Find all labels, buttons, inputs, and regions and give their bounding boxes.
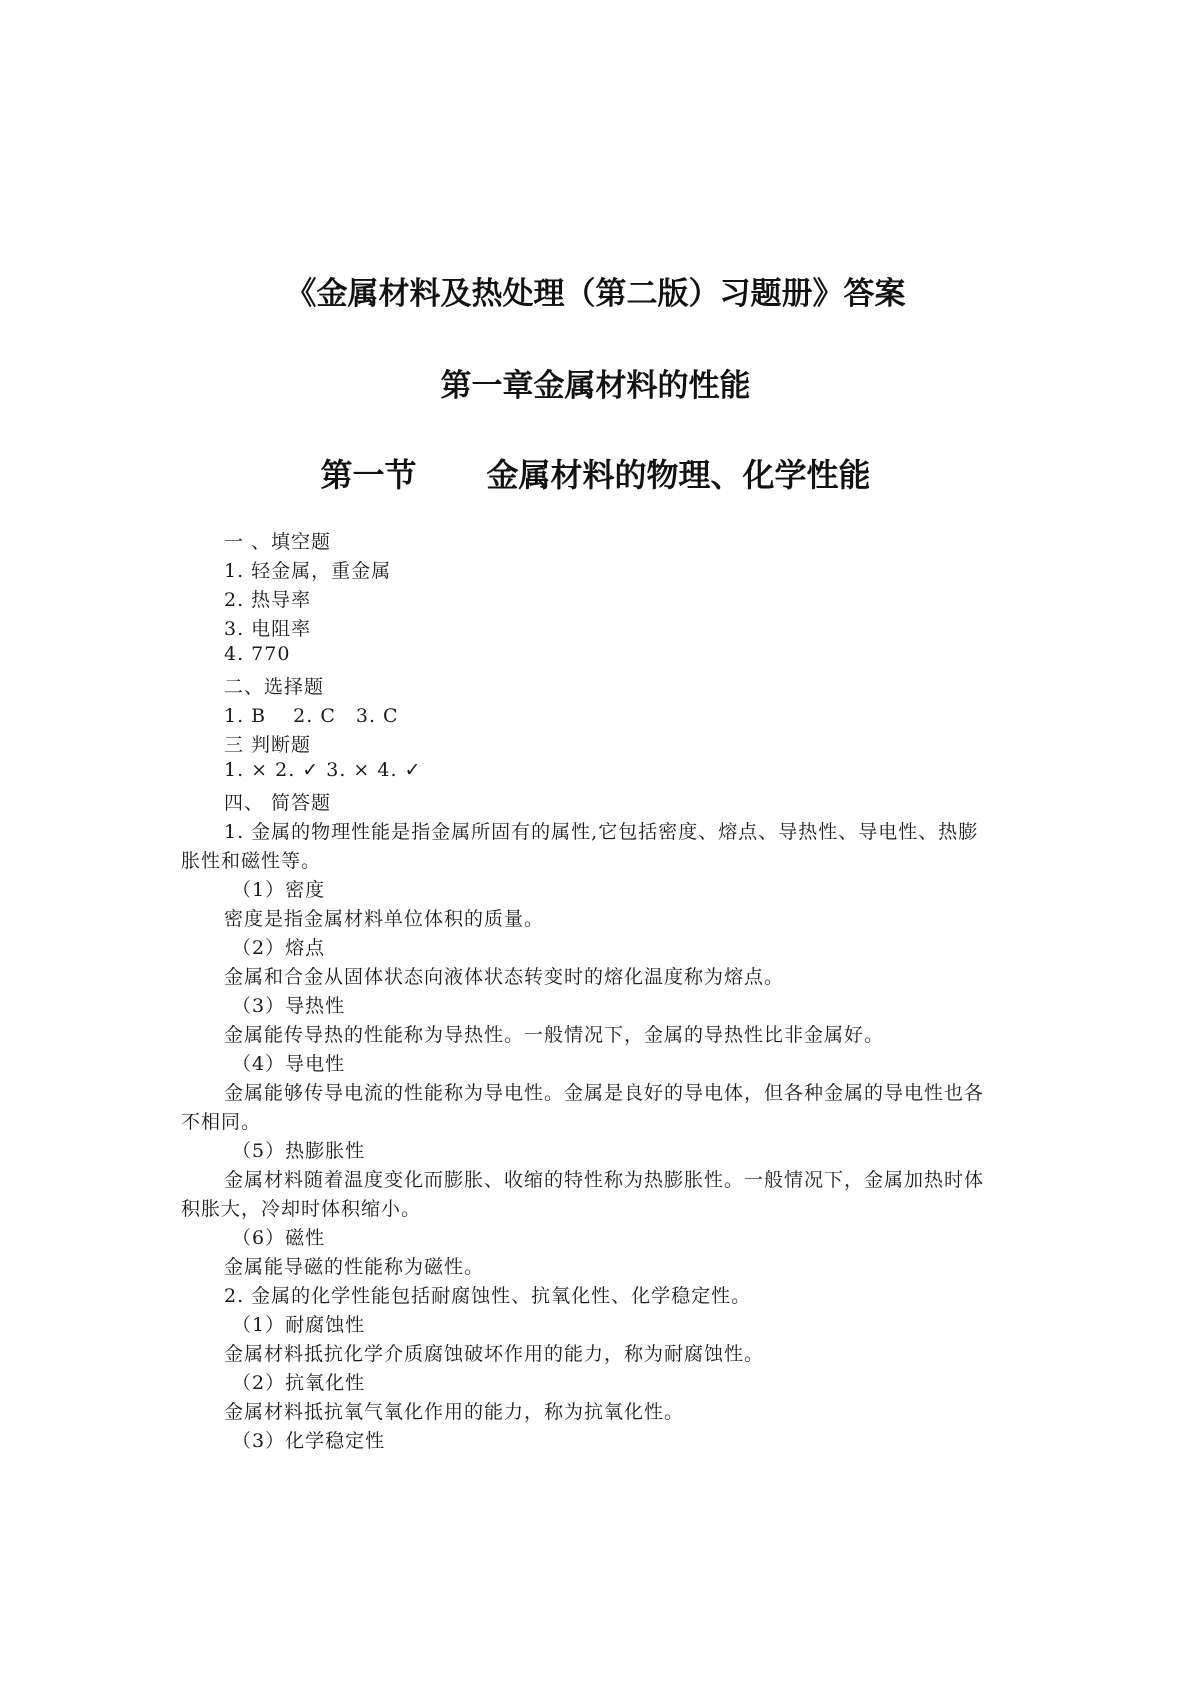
heading-true-false: 三 判断题 xyxy=(224,734,312,756)
paragraph-line: 金属材料抵抗化学介质腐蚀破坏作用的能力，称为耐腐蚀性。 xyxy=(224,1343,765,1365)
answer-line: 2. 热导率 xyxy=(224,589,312,611)
paragraph-line: 积胀大，冷却时体积缩小。 xyxy=(181,1198,422,1220)
subheading: （6）磁性 xyxy=(232,1227,326,1249)
subheading: （2）熔点 xyxy=(232,937,326,959)
paragraph-line: 2. 金属的化学性能包括耐腐蚀性、抗氧化性、化学稳定性。 xyxy=(224,1285,752,1307)
answer-line: 4. 770 xyxy=(224,643,291,665)
paragraph-line: 金属能导磁的性能称为磁性。 xyxy=(224,1256,485,1278)
paragraph-line: 密度是指金属材料单位体积的质量。 xyxy=(224,908,545,930)
answer-line: 1. 轻金属，重金属 xyxy=(224,560,392,582)
paragraph-line: 胀性和磁性等。 xyxy=(181,850,322,872)
section-title: 金属材料的物理、化学性能 xyxy=(486,456,871,494)
subheading: （2）抗氧化性 xyxy=(232,1372,366,1394)
subheading: （1）耐腐蚀性 xyxy=(232,1314,366,1336)
heading-fill-blank: 一 、填空题 xyxy=(224,531,332,553)
answer-line: 1. × 2. ✓ 3. × 4. ✓ xyxy=(224,759,422,781)
paragraph-line: 金属材料随着温度变化而膨胀、收缩的特性称为热膨胀性。一般情况下，金属加热时体 xyxy=(224,1169,985,1191)
paragraph-line: 金属能够传导电流的性能称为导电性。金属是良好的导电体，但各种金属的导电性也各 xyxy=(224,1082,985,1104)
paragraph-line: 1. 金属的物理性能是指金属所固有的属性,它包括密度、熔点、导热性、导电性、热膨 xyxy=(224,821,979,843)
answer-line: 1. B 2. C 3. C xyxy=(224,705,399,727)
subheading: （4）导电性 xyxy=(232,1053,346,1075)
section-number: 第一节 xyxy=(320,456,417,494)
heading-short-answer: 四、 简答题 xyxy=(224,792,332,814)
document-title: 《金属材料及热处理（第二版）习题册》答案 xyxy=(285,276,906,312)
paragraph-line: 金属材料抵抗氧气氧化作用的能力，称为抗氧化性。 xyxy=(224,1401,685,1423)
subheading: （3）导热性 xyxy=(232,995,346,1017)
section-heading xyxy=(0,450,1191,496)
answer-line: 3. 电阻率 xyxy=(224,618,312,640)
subheading: （5）热膨胀性 xyxy=(232,1140,366,1162)
heading-multiple-choice: 二、选择题 xyxy=(224,676,325,698)
paragraph-line: 不相同。 xyxy=(181,1111,262,1133)
paragraph-line: 金属能传导热的性能称为导热性。一般情况下，金属的导热性比非金属好。 xyxy=(224,1024,885,1046)
subheading: （1）密度 xyxy=(232,879,326,901)
subheading: （3）化学稳定性 xyxy=(232,1430,386,1452)
paragraph-line: 金属和合金从固体状态向液体状态转变时的熔化温度称为熔点。 xyxy=(224,966,785,988)
chapter-heading: 第一章金属材料的性能 xyxy=(440,368,751,404)
